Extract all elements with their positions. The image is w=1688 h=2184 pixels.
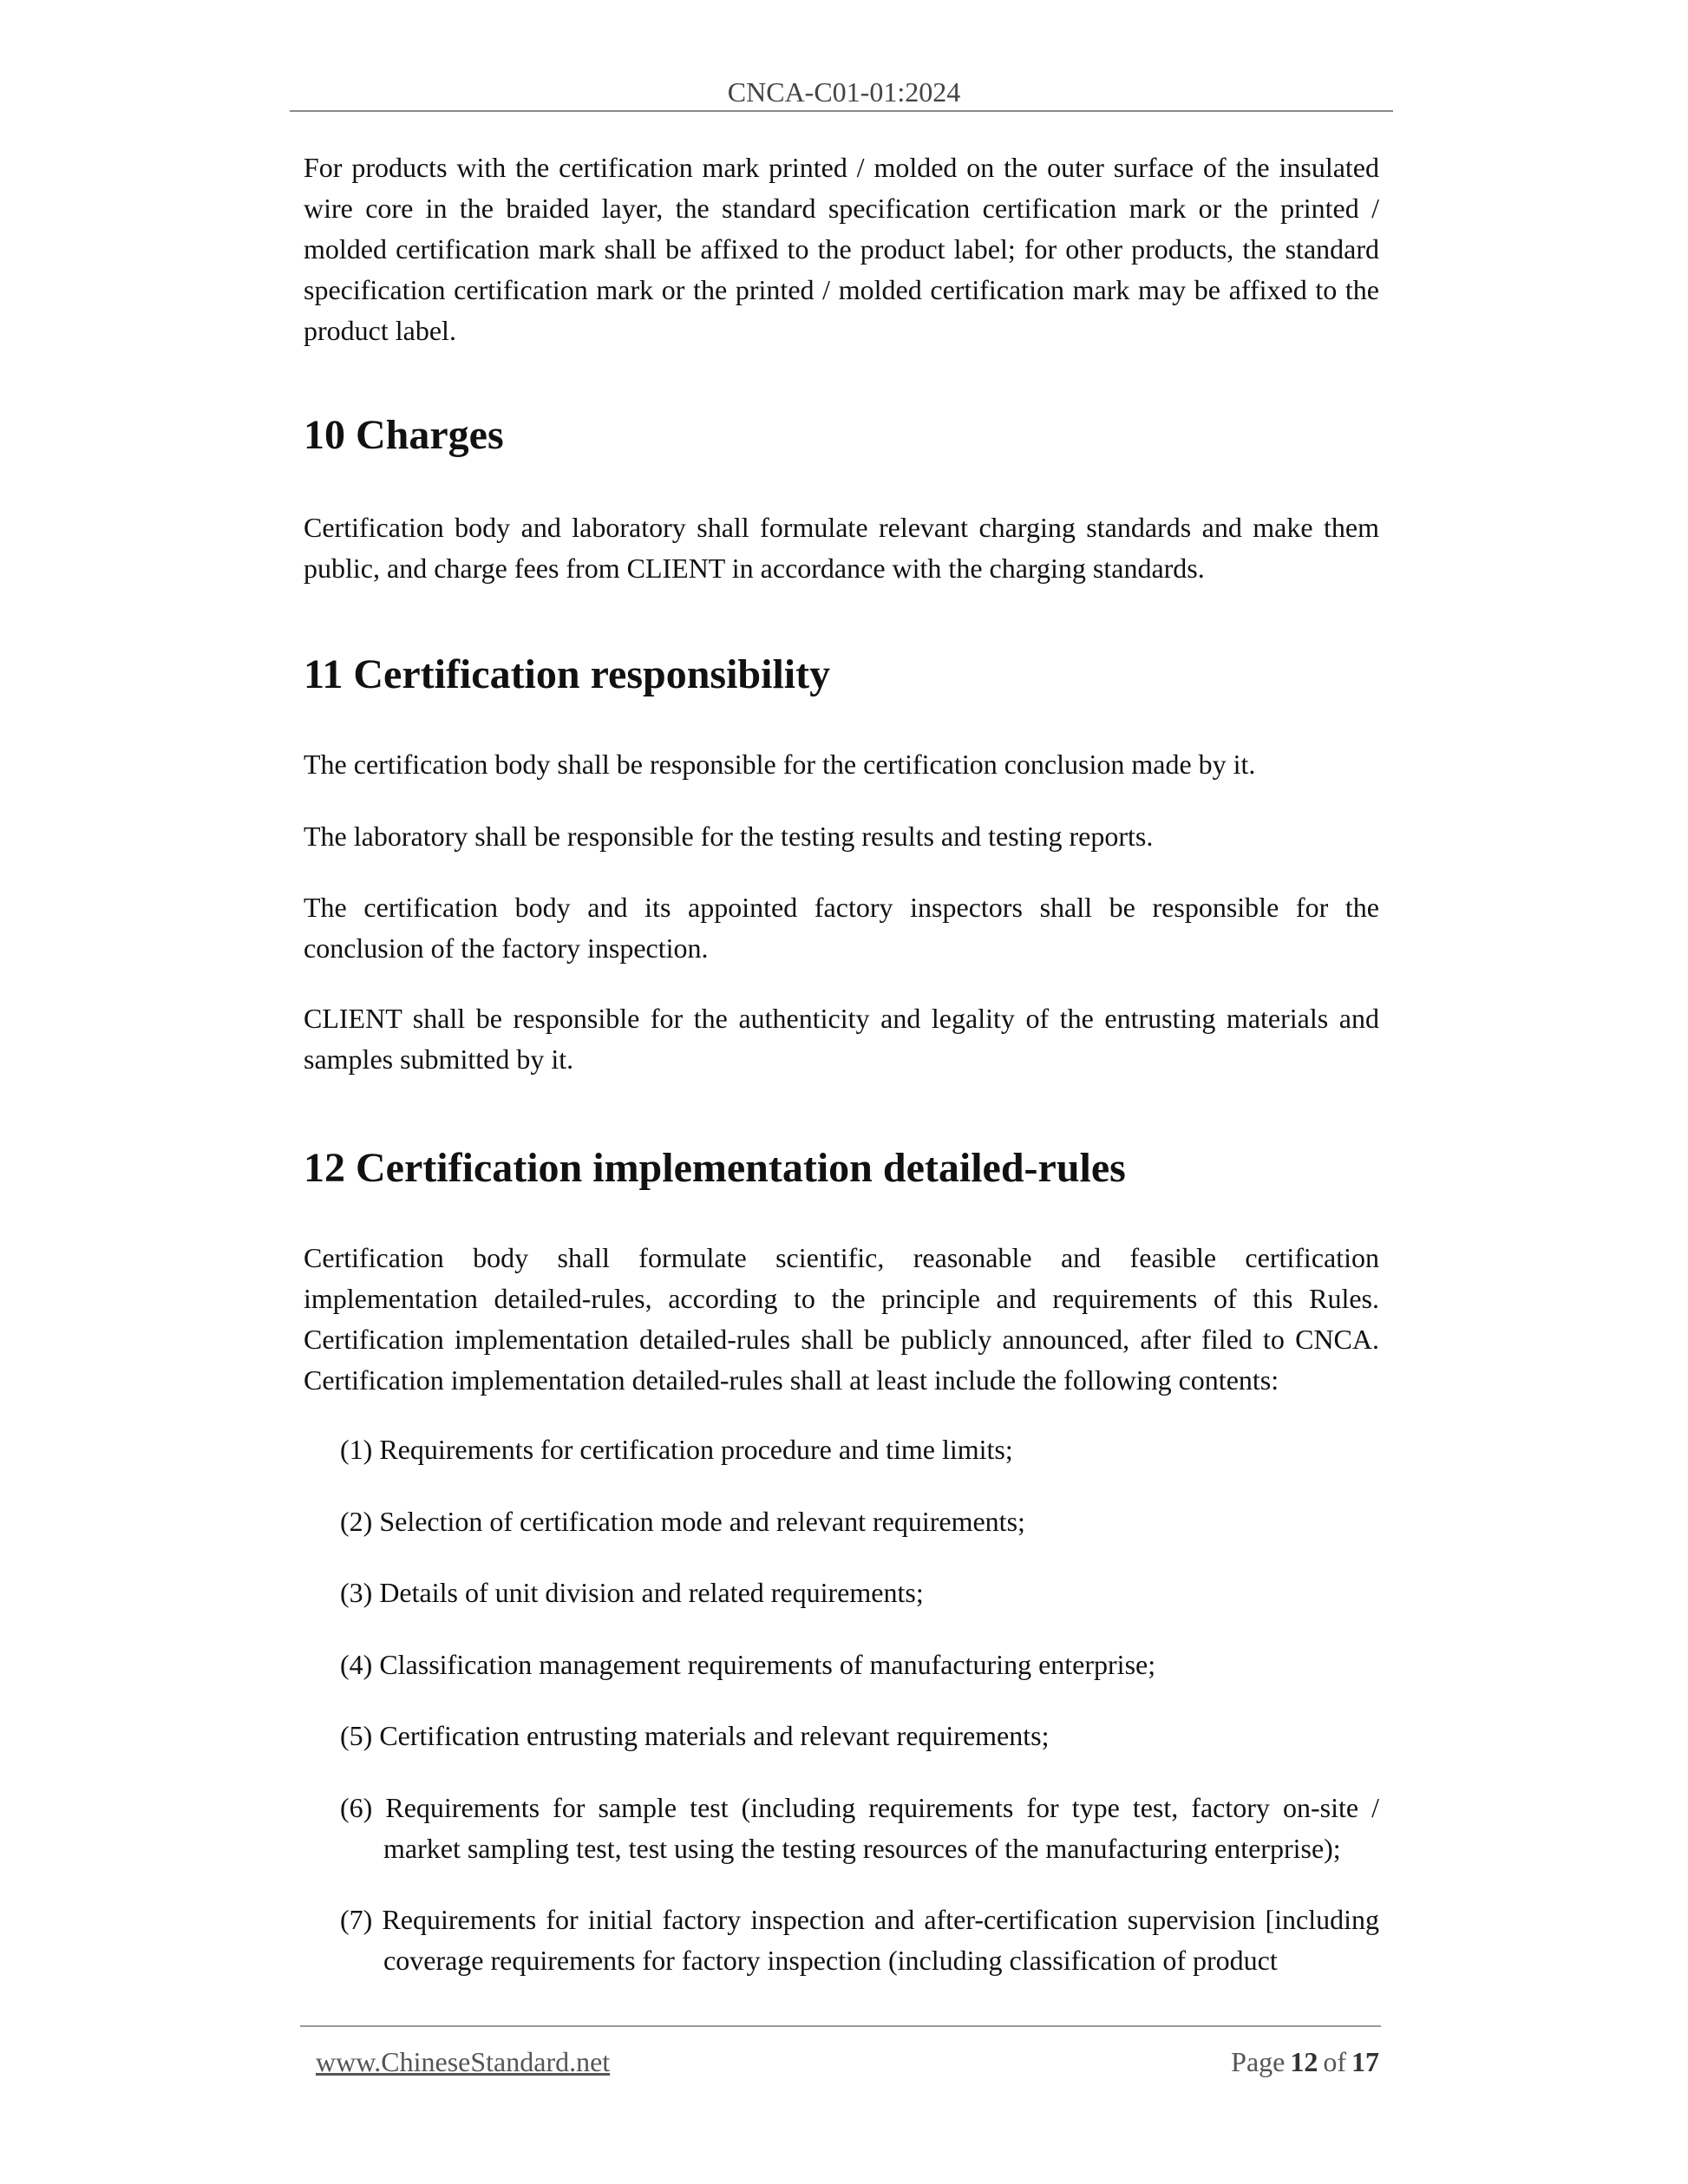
page-indicator bbox=[1226, 2044, 1379, 2079]
list-item: (3) Details of unit division and related requirements; bbox=[340, 1577, 924, 1608]
of-word: of bbox=[1323, 2046, 1346, 2077]
section-11-paragraph-3: The certification body and its appointed factory inspectors shall be responsible for the conclusion of the factory inspection. bbox=[304, 892, 1379, 964]
section-12-heading: 12 Certification implementation detailed-rules bbox=[304, 1145, 1126, 1191]
list-item: (5) Certification entrusting materials and relevant requirements; bbox=[340, 1720, 1050, 1751]
list-item: (1) Requirements for certification procedure and time limits; bbox=[340, 1434, 1013, 1465]
website-link[interactable]: www.ChineseStandard.net bbox=[316, 2046, 611, 2077]
list-item: (6) Requirements for sample test (including requirements for type test, factory on-site / market sampling test, test using the testing resources of the manufacturing enterprise); bbox=[340, 1792, 1379, 1864]
section-11-paragraph-2: The laboratory shall be responsible for the testing results and testing reports. bbox=[304, 821, 1154, 852]
list-item: (2) Selection of certification mode and relevant requirements; bbox=[340, 1506, 1025, 1537]
section-12-paragraph: Certification body shall formulate scientific, reasonable and feasible certification implementation detailed-rules, according to the principle and requirements of this Rules. Certification implementation detailed-rules shall be publicly announced, after filed to CNCA. Certification implementation detailed-rules shall at least include the following contents: bbox=[304, 1242, 1379, 1396]
footer-divider bbox=[300, 2025, 1381, 2027]
page-number: 12 bbox=[1290, 2046, 1318, 2077]
intro-paragraph: For products with the certification mark printed / molded on the outer surface of the insulated wire core in the braided layer, the standard specification certification mark or the printed / molded certification mark shall be affixed to the product label; for other products, the standard specification certification mark or the printed / molded certification mark may be affixed to the product label. bbox=[304, 152, 1379, 346]
section-11-paragraph-1: The certification body shall be responsible for the certification conclusion made by it. bbox=[304, 749, 1256, 780]
section-10-paragraph: Certification body and laboratory shall formulate relevant charging standards and make them public, and charge fees from CLIENT in accordance with the charging standards. bbox=[304, 512, 1379, 584]
section-11-heading: 11 Certification responsibility bbox=[304, 651, 831, 697]
total-pages: 17 bbox=[1351, 2046, 1379, 2077]
list-item: (4) Classification management requirements of manufacturing enterprise; bbox=[340, 1649, 1156, 1680]
list-item: (7) Requirements for initial factory inspection and after-certification supervision [including coverage requirements for factory inspection (including classification of product bbox=[340, 1904, 1379, 1976]
section-11-paragraph-4: CLIENT shall be responsible for the authenticity and legality of the entrusting materials and samples submitted by it. bbox=[304, 1003, 1379, 1075]
section-10-heading: 10 Charges bbox=[304, 412, 504, 458]
page-header: CNCA-C01-01:2024 bbox=[727, 76, 961, 108]
header-divider bbox=[290, 110, 1393, 112]
page-word: Page bbox=[1231, 2046, 1286, 2077]
